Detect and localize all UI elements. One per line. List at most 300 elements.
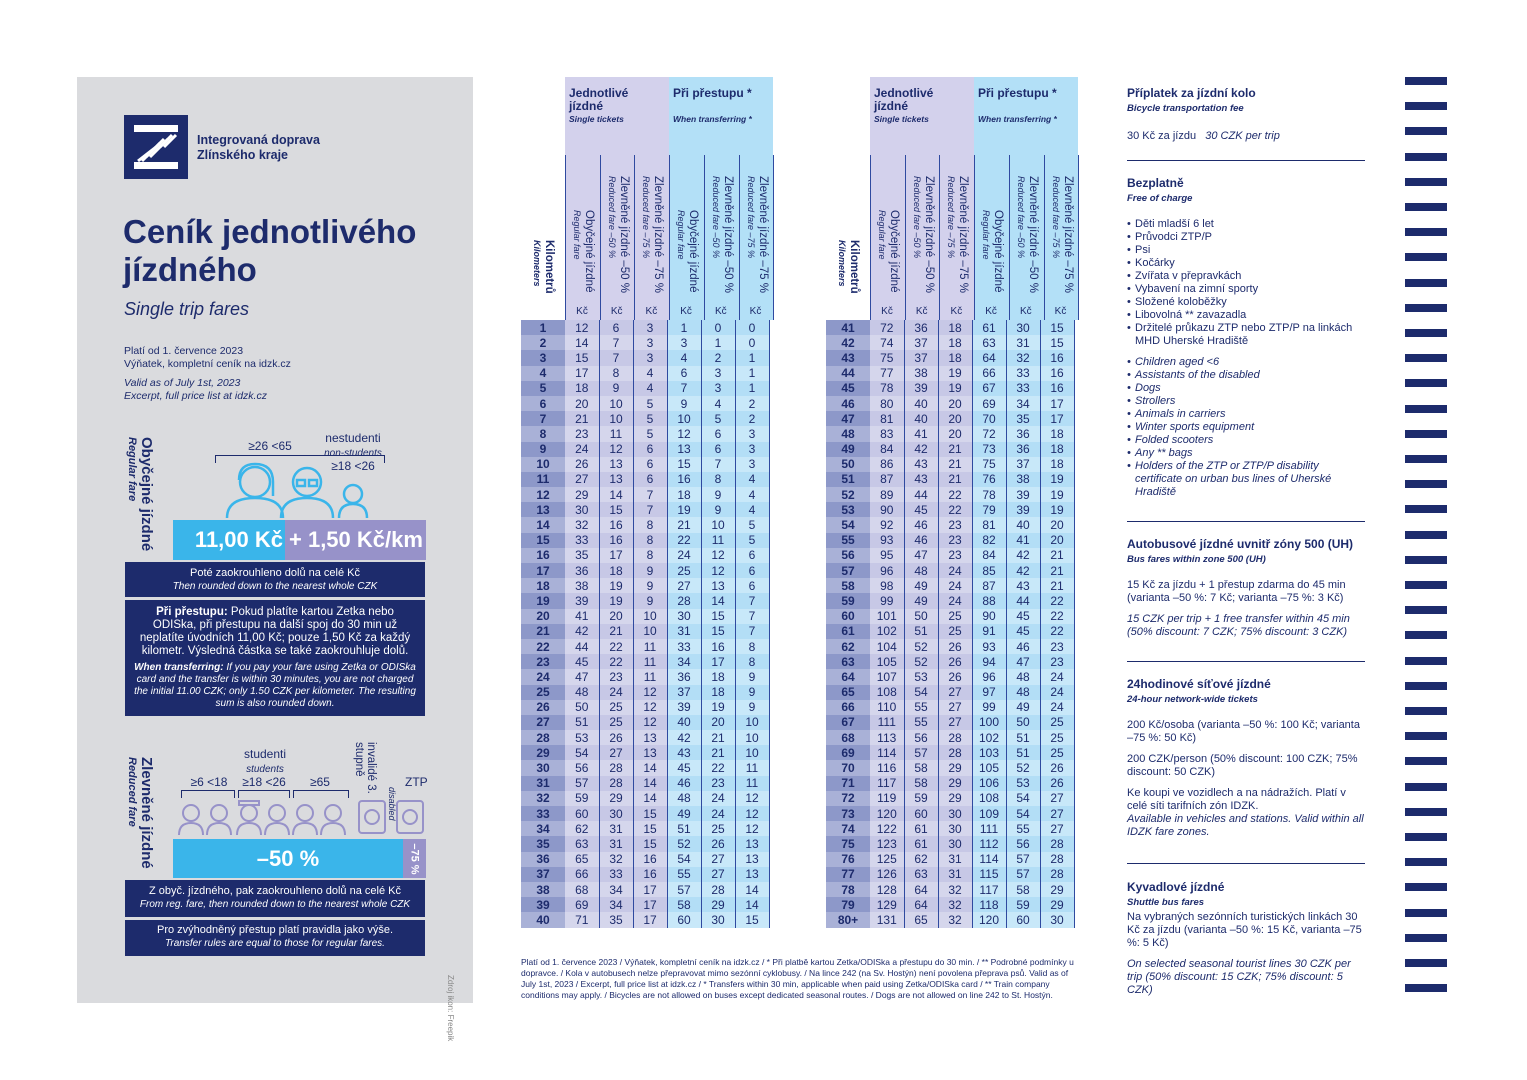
fare-cell: 85 [972,563,1006,578]
table-row [826,821,1074,836]
fare-cell: 61 [972,320,1006,335]
table-row [521,776,769,791]
brand-name [197,133,320,163]
km-header [836,240,860,294]
brand-line1: Integrovaná doprava [197,133,320,147]
day-buy-en: Available in vehicles and stations. Valid within all IDZK fare zones. [1127,813,1364,838]
fare-cell: 52 [1006,760,1040,775]
column-header-en: Reduced fare –50 % [1015,176,1026,259]
stripe [1405,480,1447,488]
fare-cell: 40 [1006,517,1040,532]
fare-cell: 64 [904,897,938,912]
table-row [521,320,769,335]
table-row [826,791,1074,806]
column-header-en: Reduced fare –75 % [745,176,756,259]
fare-cell: 28 [701,882,735,897]
km-cell: 29 [521,745,565,760]
fare-cell: 28 [667,593,701,608]
list-item: • Dogs [1127,382,1367,395]
km-cell: 62 [826,639,870,654]
column-header-cz: Zlevněné jízdné –50 % [922,176,935,293]
fare-cell: 32 [938,912,972,927]
fare-cell: 24 [938,593,972,608]
fare-cell: 18 [701,685,735,700]
fare-cell: 106 [972,776,1006,791]
fare-cell: 96 [972,669,1006,684]
fare-cell: 42 [667,730,701,745]
fare-cell: 6 [633,472,667,487]
students-en: students [246,764,284,775]
fare-cell: 59 [565,791,599,806]
fare-cell: 5 [633,396,667,411]
fare-cell: 114 [972,852,1006,867]
day-buy-cz: Ke koupi ve vozidlech a na nádražích. Platí v celé síti tarifních zón IDZK. [1127,787,1346,812]
table-row [826,411,1074,426]
shuttle-text-en: On selected seasonal tourist lines 30 CZK per trip (50% discount: 15 CZK; 75% discount: 5 CZK) [1127,958,1351,996]
fare-cell: 96 [870,563,904,578]
column-divider [905,155,906,320]
km-cell: 39 [521,897,565,912]
fare-cell: 8 [633,517,667,532]
km-cell: 1 [521,320,565,335]
fare-cell: 59 [1006,897,1040,912]
fare-cell: 98 [870,578,904,593]
table-row [826,472,1074,487]
fare-cell: 17 [1040,396,1074,411]
stripe [1405,858,1447,866]
table-row [826,426,1074,441]
table-row [521,578,769,593]
fare-cell: 56 [565,760,599,775]
fare-cell: 25 [1040,715,1074,730]
km-cell: 67 [826,715,870,730]
fare-cell: 72 [870,320,904,335]
column-divider [1078,155,1079,320]
fare-cell: 99 [972,700,1006,715]
fare-cell: 30 [701,912,735,927]
fare-cell: 13 [633,745,667,760]
fare-cell: 12 [633,700,667,715]
fare-cell: 39 [1006,502,1040,517]
km-cell: 52 [826,487,870,502]
km-cell: 20 [521,609,565,624]
shuttle-title: Kyvadlové jízdné [1127,880,1225,894]
fare-cell: 49 [1006,700,1040,715]
fare-cell: 12 [735,821,769,836]
fare-cell: 19 [1040,487,1074,502]
fare-cell: 92 [870,517,904,532]
km-header [531,240,555,294]
table-row [521,350,769,365]
stripe [1405,77,1447,85]
fare-cell: 30 [1040,912,1074,927]
fare-cell: 69 [972,396,1006,411]
shuttle-section [1127,880,1367,997]
fare-cell: 42 [1006,563,1040,578]
column-header [710,176,734,293]
rounding-note [125,562,425,597]
fare-cell: 22 [1040,609,1074,624]
fare-cell: 129 [870,897,904,912]
stripe [1405,203,1447,211]
fare-cell: 1 [701,335,735,350]
fare-cell: 45 [667,760,701,775]
fare-cell: 62 [565,821,599,836]
fare-cell: 20 [1040,517,1074,532]
column-header [571,210,595,292]
fare-cell: 22 [599,639,633,654]
fare-cell: 104 [870,639,904,654]
fare-cell: 15 [599,502,633,517]
list-item: • Holders of the ZTP or ZTP/P disability certificate on urban bus lines of Uherské Hradiště [1127,460,1367,499]
fare-cell: 3 [633,320,667,335]
reduced-transfer-rules [125,920,425,956]
fare-cell: 1 [667,320,701,335]
table-row [521,442,769,457]
fare-cell: 108 [972,791,1006,806]
fare-cell: 57 [904,745,938,760]
fare-cell: 12 [701,548,735,563]
reduced-rounding-cz: Z obyč. jízdného, pak zaokrouhleno dolů na celé Kč [149,885,401,897]
fare-cell: 7 [701,457,735,472]
km-cell: 63 [826,654,870,669]
km-cell: 59 [826,593,870,608]
column-header-cz: Obyčejné jízdné [888,210,900,293]
stripe [1405,657,1447,665]
rules-cz: Pro zvýhodněný přestup platí pravidla jako výše. [156,924,394,936]
currency-label: Kč [985,306,997,317]
currency-label: Kč [610,306,623,317]
fare-cell: 31 [1006,335,1040,350]
fare-cell: 12 [633,685,667,700]
fare-cell: 7 [735,624,769,639]
km-cell: 78 [826,882,870,897]
table-row [521,517,769,532]
reduced-rounding-en: From reg. fare, then rounded down to the nearest whole CZK [139,899,411,910]
km-cell: 50 [826,457,870,472]
fare-cell: 86 [870,457,904,472]
table-row [826,335,1074,350]
stripe [1405,833,1447,841]
fare-cell: 10 [633,624,667,639]
validity-cz-line1: Platí od 1. července 2023 [124,345,244,357]
fare-cell: 13 [633,730,667,745]
fare-cell: 52 [904,639,938,654]
fare-cell: 93 [972,639,1006,654]
fare-cell: 57 [1006,852,1040,867]
column-header-cz: Zlevněné jízdné –50 % [617,176,630,293]
validity-cz [124,345,291,370]
fare-cell: 35 [599,912,633,927]
fare-cell: 13 [599,457,633,472]
fare-cell: 14 [633,760,667,775]
fare-cell: 23 [938,517,972,532]
fare-cell: 37 [904,335,938,350]
table-row [521,381,769,396]
fare-cell: 52 [667,836,701,851]
fare-cell: 24 [701,806,735,821]
fare-cell: 17 [633,882,667,897]
free-list-en [1127,356,1367,499]
fare-cell: 23 [599,669,633,684]
fare-cell: 26 [1040,760,1074,775]
stripe [1405,909,1447,917]
fare-cell: 93 [870,533,904,548]
fare-cell: 47 [565,669,599,684]
list-item: • Any ** bags [1127,447,1367,460]
currency-label: Kč [881,306,893,317]
fare-cell: 47 [904,548,938,563]
fare-cell: 117 [870,776,904,791]
column-divider [669,155,670,320]
currency-label: Kč [1019,306,1032,317]
fare-cell: 111 [972,821,1006,836]
fare-cell: 118 [972,897,1006,912]
day-ticket-section [1127,677,1367,839]
table-row [521,700,769,715]
fare-cell: 6 [735,563,769,578]
stripe [1405,707,1447,715]
fare-cell: 16 [667,472,701,487]
currency-label: Kč [915,306,928,317]
currency-label: Kč [680,306,692,317]
stripe [1405,253,1447,261]
fare-cell: 43 [1006,578,1040,593]
list-item: • Assistants of the disabled [1127,369,1367,382]
table-row [521,593,769,608]
fare-cell: 28 [938,730,972,745]
fare-cell: 58 [667,897,701,912]
fare-cell: 55 [904,715,938,730]
bus-title: Autobusové jízdné uvnitř zóny 500 (UH) [1127,537,1354,551]
fare-cell: 37 [1006,457,1040,472]
stripe [1405,430,1447,438]
fare-cell: 94 [972,654,1006,669]
column-divider [704,155,705,320]
table-row [521,472,769,487]
fare-cell: 9 [633,593,667,608]
fare-cell: 10 [633,609,667,624]
stripe [1405,102,1447,110]
fare-cell: 60 [904,806,938,821]
fare-cell: 26 [938,639,972,654]
km-cell: 73 [826,806,870,821]
km-cell: 77 [826,867,870,882]
divider [1127,521,1365,522]
km-cell: 54 [826,517,870,532]
fare-cell: 83 [870,426,904,441]
fare-cell: 29 [701,897,735,912]
table-row [521,836,769,851]
fare-cell: 19 [599,578,633,593]
fare-cell: 3 [735,442,769,457]
fare-cell: 21 [938,472,972,487]
bus-zone-section [1127,537,1367,639]
transfer-text-en: If you pay your fare using Zetka or ODISka card and the transfer is within 30 minutes, you are not charged the initial 11.00 CZK; only 1.50 CZK per kilometer. The resulting sum is also rounded down. [134,662,416,709]
column-header-en: Reduced fare –75 % [946,176,957,259]
table-row [521,563,769,578]
fare-cell: 14 [735,882,769,897]
left-info-panel [77,77,473,1003]
fare-cell: 4 [735,487,769,502]
fare-cell: 26 [565,457,599,472]
fare-cell: 8 [633,548,667,563]
fare-cell: 51 [1006,745,1040,760]
table-row [521,426,769,441]
fare-cell: 49 [904,593,938,608]
fare-cell: 31 [599,821,633,836]
list-item: • Děti mladší 6 let [1127,218,1367,231]
fare-cell: 42 [904,442,938,457]
fare-cell: 21 [1040,578,1074,593]
fare-cell: 70 [972,411,1006,426]
km-cell: 49 [826,442,870,457]
fare-cell: 2 [701,350,735,365]
fare-cell: 12 [735,806,769,821]
fare-cell: 105 [972,760,1006,775]
fare-cell: 29 [1040,897,1074,912]
fare-cell: 15 [1040,335,1074,350]
table-row [826,836,1074,851]
fare-cell: 20 [938,396,972,411]
fare-cell: 49 [904,578,938,593]
fare-cell: 62 [904,852,938,867]
list-item: • Průvodci ZTP/P [1127,231,1367,244]
fare-cell: 3 [633,350,667,365]
column-header-cz: Zlevněné jízdné –75 % [1061,176,1074,293]
discount-75-box [403,839,426,878]
column-header [1015,176,1039,293]
fare-cell: 6 [599,320,633,335]
fare-cell: 102 [972,730,1006,745]
fare-cell: 12 [667,426,701,441]
fare-cell: 5 [701,411,735,426]
fare-cell: 3 [667,335,701,350]
reduced-fare-label [126,757,155,869]
km-cell: 48 [826,426,870,441]
fare-cell: 36 [565,563,599,578]
km-cell: 80+ [826,912,870,927]
km-cell: 35 [521,836,565,851]
shuttle-text-cz: Na vybraných sezónních turistických linkách 30 Kč za jízdu (varianta –50 %: 15 Kč, varianta –75 %: 5 Kč) [1127,911,1362,949]
fare-cell: 51 [1006,730,1040,745]
fare-cell: 10 [599,411,633,426]
students-cz: studenti [243,747,287,761]
transfer-header-title: Při přestupu * [978,86,1057,100]
km-cell: 34 [521,821,565,836]
km-cell: 64 [826,669,870,684]
non-student-range: ≥18 <26 [331,459,375,473]
fare-cell: 5 [735,533,769,548]
fare-cell: 13 [735,867,769,882]
km-cell: 4 [521,366,565,381]
fare-cell: 31 [667,624,701,639]
fare-cell: 27 [938,685,972,700]
list-item: • Kočárky [1127,257,1367,270]
fare-cell: 22 [1040,593,1074,608]
column-header-cz: Zlevněné jízdné –75 % [652,176,665,293]
regular-fare-label [126,437,155,551]
fare-cell: 20 [599,609,633,624]
stripe [1405,304,1447,312]
fare-cell: 30 [938,836,972,851]
km-cell: 41 [826,320,870,335]
fare-cell: 24 [701,791,735,806]
fare-cell: 28 [1040,852,1074,867]
fare-cell: 76 [972,472,1006,487]
km-cell: 5 [521,381,565,396]
fare-cell: 21 [938,457,972,472]
list-item: • Children aged <6 [1127,356,1367,369]
fare-cell: 61 [904,821,938,836]
fare-cell: 35 [565,548,599,563]
km-cell: 72 [826,791,870,806]
table-row [826,867,1074,882]
stripe [1405,757,1447,765]
fare-cell: 36 [1006,426,1040,441]
km-header-cz: Kilometrů [848,240,860,294]
fare-cell: 14 [701,593,735,608]
fare-cell: 29 [938,791,972,806]
table-row [826,548,1074,563]
fare-cell: 24 [667,548,701,563]
fare-cell: 50 [904,609,938,624]
fare-cell: 42 [1006,548,1040,563]
free-title: Bezplatně [1127,176,1184,190]
fare-cell: 16 [599,517,633,532]
km-cell: 36 [521,852,565,867]
fare-cell: 109 [972,806,1006,821]
fare-cell: 1 [735,381,769,396]
fare-cell: 29 [599,791,633,806]
stripe [1405,732,1447,740]
fare-cell: 18 [1040,426,1074,441]
stripe [1405,329,1447,337]
fare-cell: 48 [1006,669,1040,684]
fare-cell: 108 [870,685,904,700]
fare-cell: 5 [633,426,667,441]
fare-cell: 13 [735,836,769,851]
fare-cell: 60 [667,912,701,927]
table-row [521,685,769,700]
fare-cell: 35 [1006,411,1040,426]
list-item: • Strollers [1127,395,1367,408]
column-header [640,176,664,293]
fare-cell: 20 [938,426,972,441]
reduced-people-icon [177,797,427,837]
fare-cell: 26 [1040,776,1074,791]
fare-cell: 0 [735,335,769,350]
fare-cell: 87 [870,472,904,487]
table-row [826,624,1074,639]
table-row [521,867,769,882]
table-row [521,624,769,639]
fare-cell: 19 [938,381,972,396]
fare-cell: 25 [667,563,701,578]
bike-title: Příplatek za jízdní kolo [1127,86,1256,100]
table-row [521,609,769,624]
fare-cell: 28 [1040,867,1074,882]
fare-cell: 48 [1006,685,1040,700]
km-header-cz: Kilometrů [543,240,555,294]
column-header-en: Reduced fare –50 % [710,176,721,259]
divider [1127,863,1365,864]
fare-cell: 56 [1006,836,1040,851]
fare-cell: 77 [870,366,904,381]
fare-cell: 64 [904,882,938,897]
fare-cell: 99 [870,593,904,608]
fare-cell: 23 [938,548,972,563]
